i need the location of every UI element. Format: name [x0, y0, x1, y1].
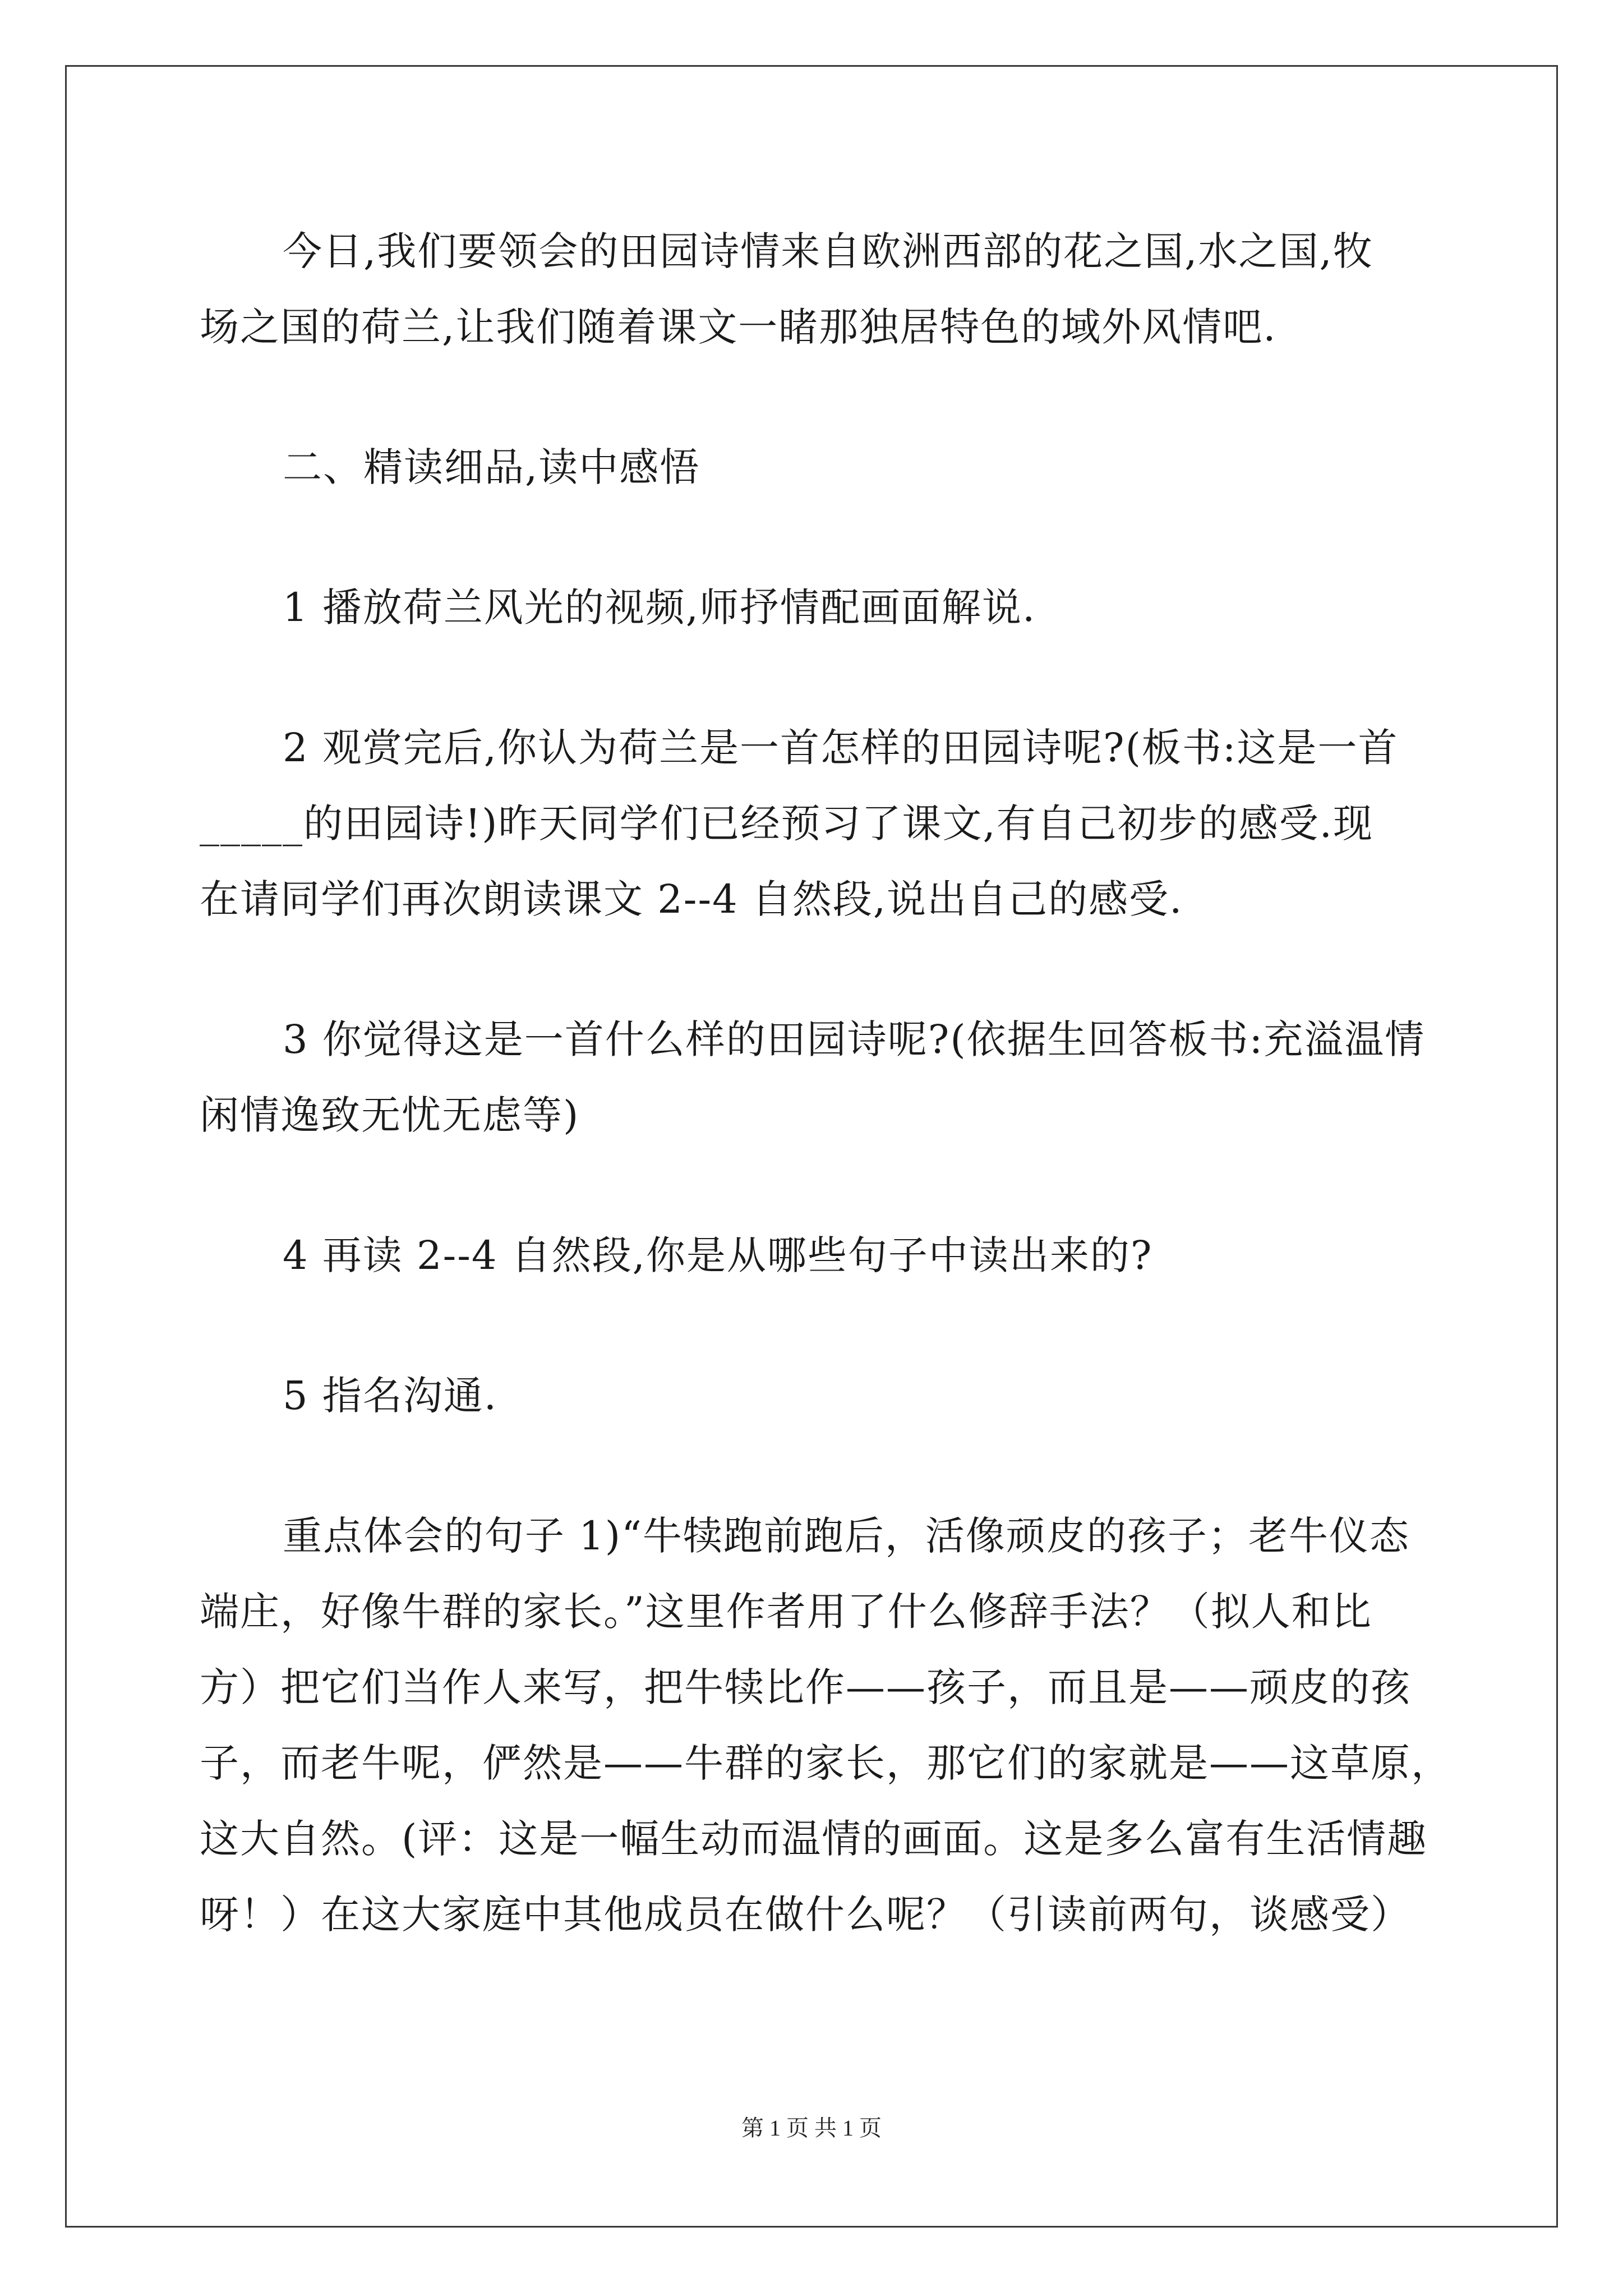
text-line-12: 重点体会的句子 1)“牛犊跑前跑后，活像顽皮的孩子；老牛仪态	[283, 1513, 1410, 1559]
text-line-11: 5 指名沟通.	[283, 1373, 498, 1419]
text-line-6: _____的田园诗!)昨天同学们已经预习了课文,有自己初步的感受.现	[200, 800, 1373, 846]
text-line-16: 这大自然。(评：这是一幅生动而温情的画面。这是多么富有生活情趣	[200, 1816, 1428, 1862]
section-heading: 二、精读细品,读中感悟	[283, 444, 700, 490]
text-line-14: 方）把它们当作人来写，把牛犊比作——孩子，而且是——顽皮的孩	[200, 1664, 1411, 1710]
text-line-4: 1 播放荷兰风光的视频,师抒情配画面解说.	[283, 585, 1036, 631]
text-line-10: 4 再读 2--4 自然段,你是从哪些句子中读出来的?	[283, 1232, 1153, 1278]
text-line-2: 场之国的荷兰,让我们随着课文一睹那独居特色的域外风情吧.	[200, 304, 1277, 350]
text-line-1: 今日,我们要领会的田园诗情来自欧洲西部的花之国,水之国,牧	[283, 228, 1373, 274]
text-line-9: 闲情逸致无忧无虑等)	[200, 1092, 580, 1138]
text-line-5: 2 观赏完后,你认为荷兰是一首怎样的田园诗呢?(板书:这是一首	[283, 725, 1399, 771]
text-line-8: 3 你觉得这是一首什么样的田园诗呢?(依据生回答板书:充溢温情	[283, 1016, 1426, 1062]
text-line-7: 在请同学们再次朗读课文 2--4 自然段,说出自己的感受.	[200, 876, 1183, 922]
text-line-13: 端庄，好像牛群的家长。”这里作者用了什么修辞手法？（拟人和比	[200, 1589, 1372, 1635]
text-line-17: 呀！）在这大家庭中其他成员在做什么呢？（引读前两句，谈感受）	[200, 1892, 1411, 1938]
page-number-footer: 第 1 页 共 1 页	[741, 2115, 882, 2141]
text-line-15: 子，而老牛呢，俨然是——牛群的家长，那它们的家就是——这草原，	[200, 1740, 1451, 1786]
